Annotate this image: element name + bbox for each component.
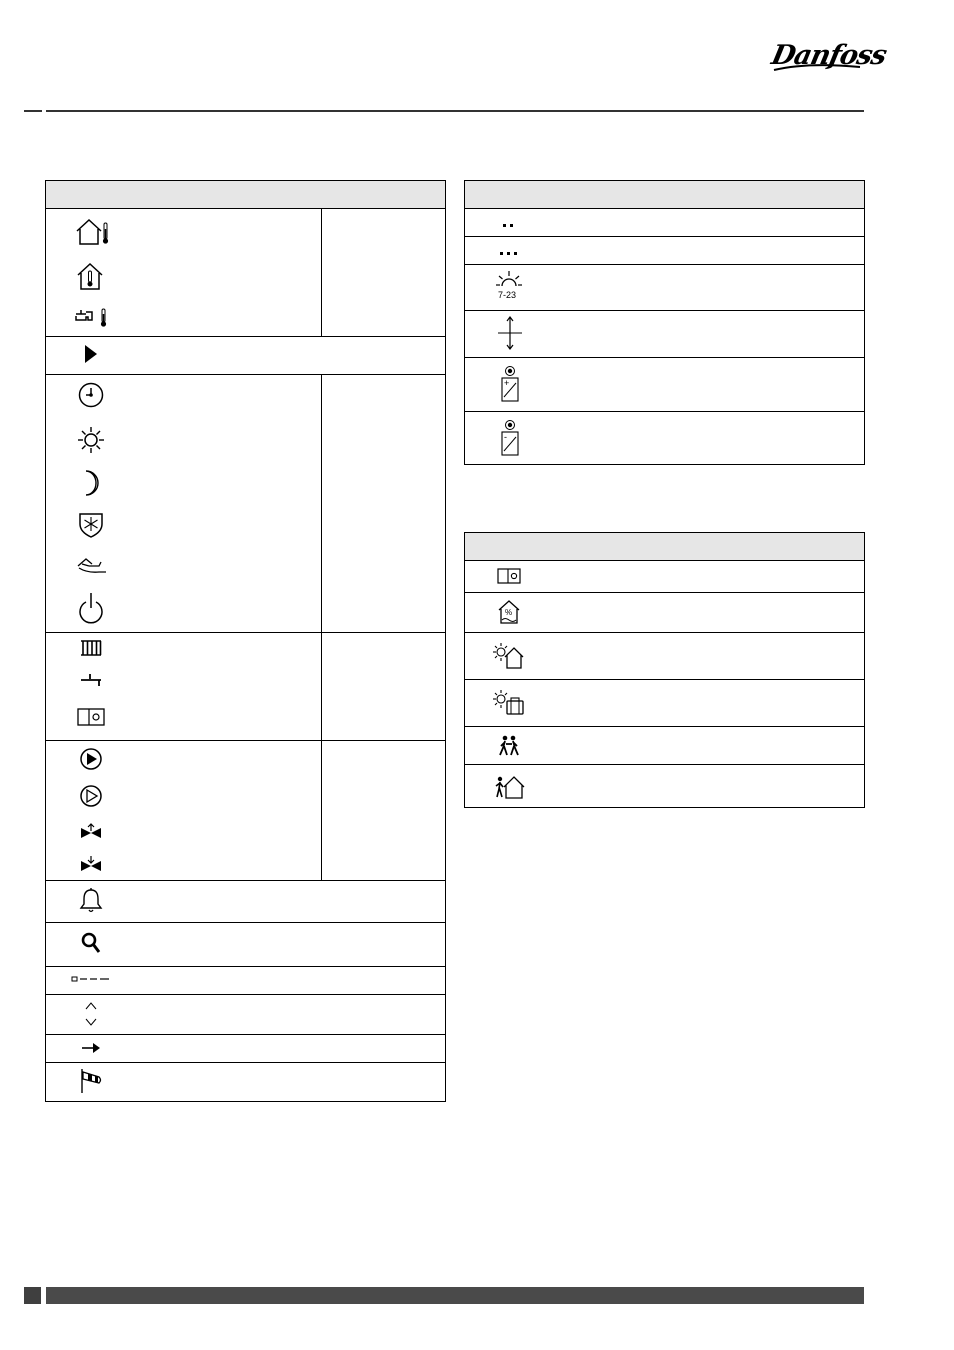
frost-shield-icon [79, 512, 103, 538]
humidity-label: % [505, 608, 513, 617]
windsock-icon [80, 1068, 104, 1094]
sun-time-label: 7-23 [498, 290, 517, 300]
radiator-icon [80, 640, 102, 656]
valve-opening-icon [80, 823, 102, 839]
right-symbol-table-1 [464, 180, 865, 465]
house-thermometer-icon [74, 217, 110, 247]
sensor-minus-icon [500, 419, 520, 457]
footer-bar [46, 1287, 864, 1304]
people-icon [498, 735, 520, 757]
magnifier-icon [81, 932, 101, 954]
hand-icon [77, 556, 107, 574]
right-symbol-table-2 [464, 532, 865, 808]
sensor-minus-label: - [504, 432, 507, 442]
sun-house-icon [493, 643, 525, 669]
moon-icon [83, 470, 99, 496]
logo-text: Danfoss [768, 40, 889, 71]
tap-thermometer-icon [74, 306, 110, 330]
controller-box-icon [77, 708, 105, 726]
sensor-plus-icon [500, 365, 520, 403]
two-dots-icon [502, 222, 516, 228]
person-house-icon [495, 774, 525, 800]
sun-luggage-icon [493, 690, 525, 716]
right-arrow-icon [81, 1042, 101, 1054]
right-table-2-header [465, 533, 864, 561]
tap-icon [80, 673, 102, 687]
house-thermometer-inside-icon [76, 262, 106, 292]
three-dots-icon [499, 250, 519, 256]
pump-off-icon [80, 785, 102, 807]
left-table-header [46, 181, 445, 209]
footer-page-box [24, 1287, 41, 1304]
header-rule-short [24, 110, 42, 112]
power-icon [78, 592, 104, 624]
valve-closing-icon [80, 856, 102, 872]
clock-icon [78, 382, 104, 408]
controller-box-icon-2 [497, 568, 521, 584]
sensor-plus-label: + [504, 378, 510, 388]
dash-segment-icon [71, 975, 111, 983]
house-humidity-icon [498, 600, 520, 624]
sun-time-icon [496, 270, 524, 300]
logo-swoosh-icon [768, 64, 868, 74]
sun-icon [78, 427, 104, 453]
play-triangle-icon [84, 345, 98, 363]
header-rule [46, 110, 864, 112]
pump-on-icon [80, 748, 102, 770]
bell-icon [80, 888, 102, 914]
danfoss-logo [768, 38, 889, 78]
right-table-1-header [465, 181, 864, 209]
up-down-chevron-icon [85, 1001, 97, 1027]
vertical-arrow-icon [497, 316, 523, 350]
